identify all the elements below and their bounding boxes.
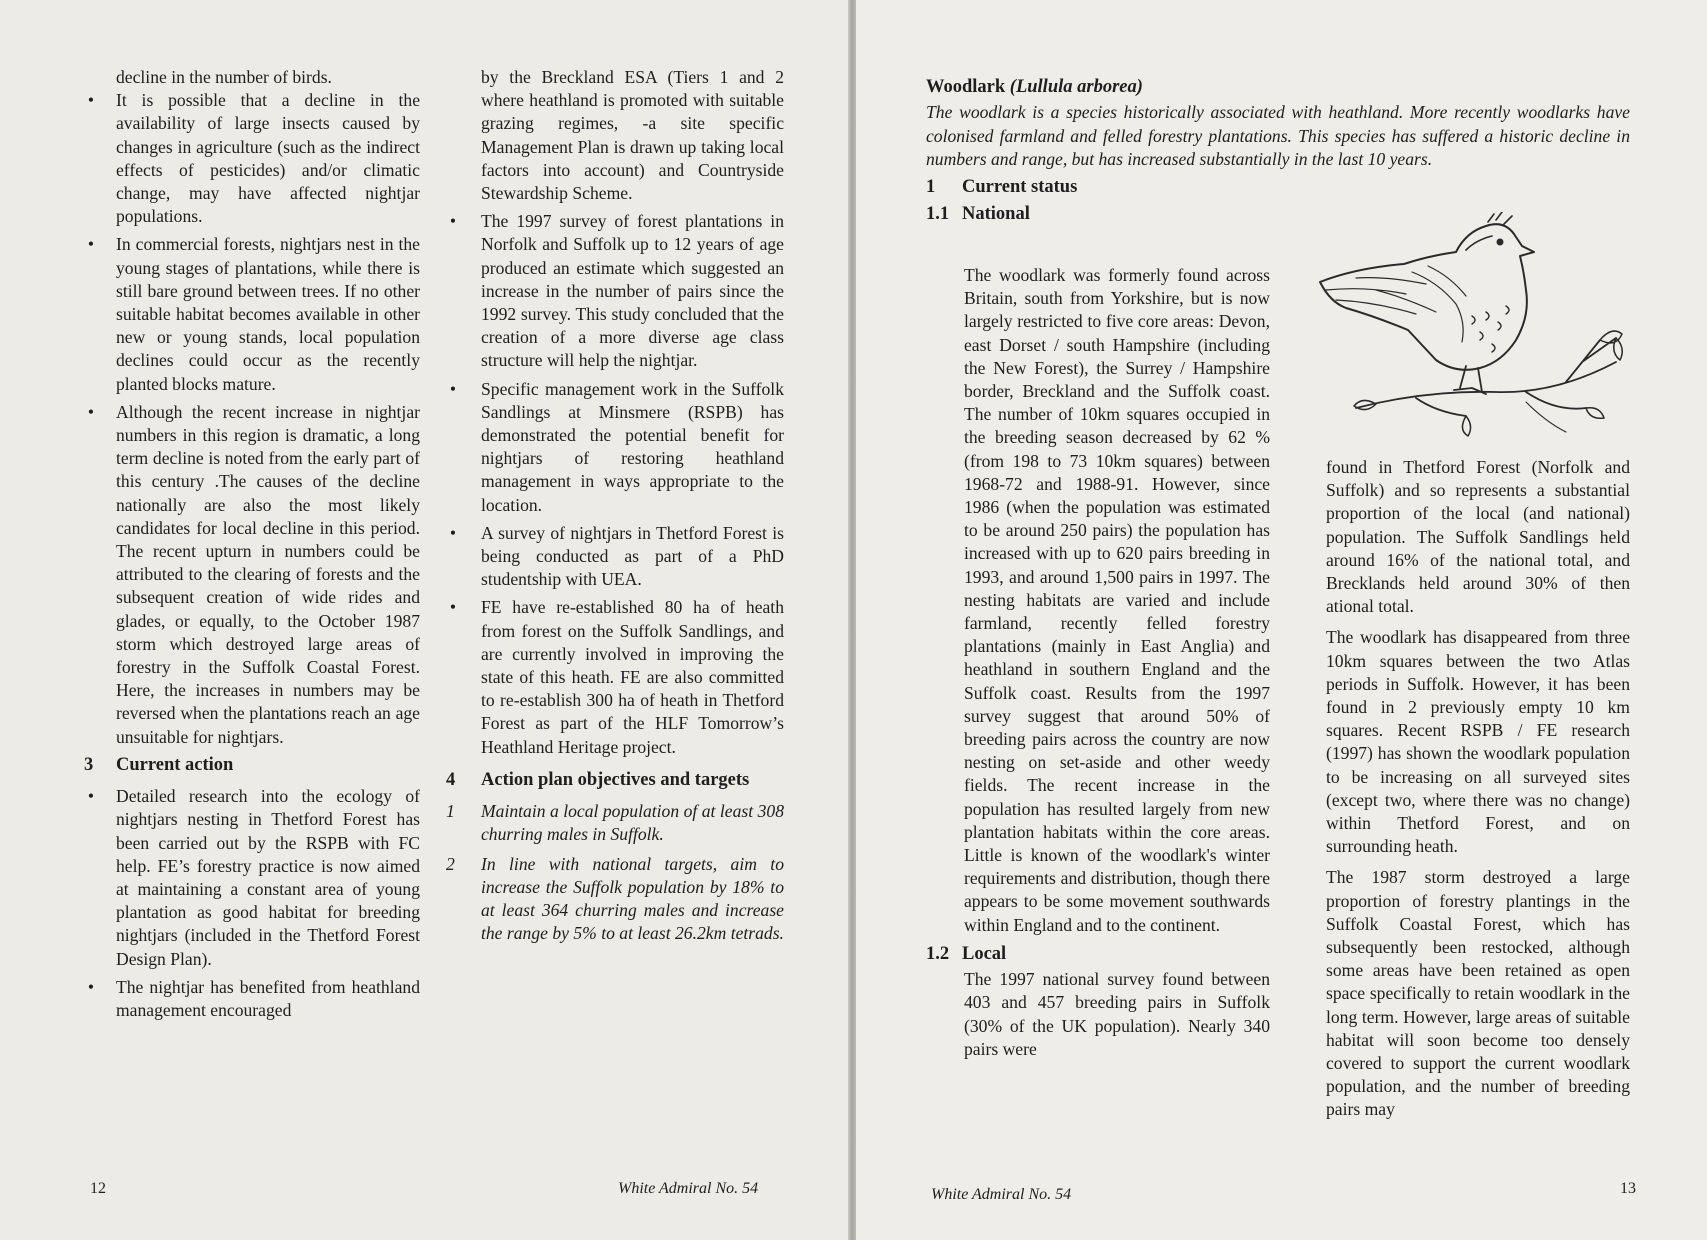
running-footer: White Admiral No. 54 bbox=[931, 1186, 1072, 1203]
right-column-narrow bbox=[1326, 456, 1630, 1130]
bullet-item: • Specific management work in the Suffolk Sandlings at Minsmere (RSPB) has demonstrated the potential benefit for nightjars of restoring heathland management in ways appropriate to the location. bbox=[449, 378, 784, 515]
book-gutter bbox=[848, 0, 856, 1240]
objective-item: 1 Maintain a local population of at least 308 churring males in Suffolk. bbox=[446, 801, 784, 845]
national-text: The woodlark was formerly found across Britain, south from Yorkshire, but is now largely restricted to five core areas: Devon, east Dorset / south Hampshire (including the New Forest), the Surrey / Hampshire border, Breckland and the Suffolk coast. The number of 10km squares occupied in the breeding season decreased by 62 % (from 198 to 73 10km squares) between 1968-72 and 1988-91. However, since 1986 (when the population was estimated to be around 250 pairs) the population has increased with up to 620 pairs breeding in 1993, and around 1,500 pairs in 1997. The nesting habitats are varied and include farmland, recently felled forestry plantations (mainly in East Anglia) and heathland in southern England and the Suffolk coast. Results from the 1997 survey suggest that around 50% of breeding pairs across the country are now nesting on set-aside and other weedy fields. The recent increase in the population has resulted largely from new plantation habitats within the core areas. Little is known of the woodlark's winter requirements and distribution, though there appears to be some movement southwards within England and to the continent. bbox=[964, 265, 1270, 935]
continuation-text: by the Breckland ESA (Tiers 1 and 2 where heathland is promoted with suitable grazing regimes, -a site specific Management Plan is drawn up taking local factors into account) and Countryside Stewardship Scheme. bbox=[481, 67, 784, 204]
section-heading-objectives: 4 Action plan objectives and targets bbox=[446, 769, 750, 790]
section-heading-current-action: 3 Current action bbox=[84, 754, 234, 775]
local-text-continued: found in Thetford Forest (Norfolk and Suffolk) and so represents a substantial proportion of the local (and national) population. The Suffolk Sandlings held around 16% of the national total, and Brecklands held around 30% of then ational total. bbox=[1326, 457, 1630, 617]
woodlark-illustration-icon bbox=[1316, 212, 1628, 464]
local-paragraph: The 1987 storm destroyed a large proportion of forestry plantings in the Suffolk Coastal Forest, which has subsequently been restocked, although some areas have been retained as open space specifically to retain woodlark in the long term. However, large areas of suitable habitat will soon become too densely covered to support the current woodlark population, and the number of breeding pairs may bbox=[1326, 867, 1630, 1120]
bullet-item: • Detailed research into the ecology of nightjars nesting in Thetford Forest has been carried out by the RSPB with FC help. FE’s forestry practice is now aimed at maintaining a constant area of young plantation as good habitat for breeding nightjars (included in the Thetford Forest Design Plan). bbox=[87, 786, 420, 969]
page-number: 13 bbox=[1620, 1180, 1636, 1197]
local-paragraph: The woodlark has disappeared from three 10km squares between the two Atlas periods in Suffolk. However, it has been found in 2 previously empty 10 km squares. Recent RSPB / FE research (1997) has shown the woodlark population to be increasing on all surveyed sites (except two, where there was no change) within Thetford Forest, and on surrounding heath. bbox=[1326, 627, 1630, 857]
right-column-main bbox=[926, 264, 1270, 1061]
objective-item: 2 In line with national targets, aim to increase the Suffolk population by 18% to at least 364 churring males and increase the range by 5% to at least 26.2km tetrads. bbox=[446, 853, 784, 944]
bullet-item: • A survey of nightjars in Thetford Forest is being conducted as part of a PhD studentship with UEA. bbox=[449, 522, 784, 590]
section-heading-national: 1.1 National bbox=[926, 204, 1030, 225]
bullet-item: • In commercial forests, nightjars nest in the young stages of plantations, while there is still bare ground between trees. If no other suitable habitat becomes available in other new or young stands, local population declines could occur as the recently planted blocks mature. bbox=[87, 234, 420, 394]
bullet-item: • FE have re-established 80 ha of heath from forest on the Suffolk Sandlings, and are currently involved in improving the state of this heath. FE are also committed to re-establish 300 ha of heath in Thetford Forest as part of the HLF Tomorrow’s Heathland Heritage project. bbox=[449, 597, 784, 757]
left-column-1 bbox=[84, 66, 420, 1027]
left-page bbox=[0, 0, 848, 1240]
continuation-text: decline in the number of birds. bbox=[116, 67, 332, 87]
local-text: The 1997 national survey found between 403 and 457 breeding pairs in Suffolk (30% of the UK population). Nearly 340 pairs were bbox=[964, 969, 1270, 1059]
bullet-item: • The 1997 survey of forest plantations in Norfolk and Suffolk up to 12 years of age produced an estimate which suggested an increase in the number of pairs since the 1992 survey. This study concluded that the creation of a more diverse age class structure will help the nightjar. bbox=[449, 211, 784, 371]
section-heading-current-status: 1 Current status bbox=[926, 176, 1078, 197]
bullet-item: • It is possible that a decline in the availability of large insects caused by changes in agriculture (such as the indirect effects of pesticides) and/or climatic change, may have affected nightjar populations. bbox=[87, 90, 420, 227]
article-title: Woodlark (Lullula arborea) bbox=[926, 77, 1143, 97]
bullet-item: • The nightjar has benefited from heathland management encouraged bbox=[87, 976, 420, 1020]
section-heading-local: 1.2 Local bbox=[926, 943, 1007, 964]
running-footer: White Admiral No. 54 bbox=[618, 1180, 759, 1197]
page-number: 12 bbox=[90, 1180, 106, 1197]
bullet-item: • Although the recent increase in nightjar numbers in this region is dramatic, a long term decline is noted from the early part of this century .The causes of the decline nationally are also the most likely candidates for local decline in this period. The recent upturn in numbers could be attributed to the clearing of forests and the subsequent creation of wide rides and glades, or equally, to the October 1987 storm which destroyed large areas of forestry in the Suffolk Coastal Forest. Here, the increases in numbers may be reversed when the plantations reach an age unsuitable for nightjars. bbox=[87, 401, 420, 747]
left-column-2 bbox=[446, 66, 784, 951]
article-header bbox=[926, 76, 1630, 226]
article-intro: The woodlark is a species historically associated with heathland. More recently woodlarks have colonised farmland and felled forestry plantations. This species has suffered a historic decline in numbers and range, but has increased substantially in the last 10 years. bbox=[926, 102, 1630, 170]
